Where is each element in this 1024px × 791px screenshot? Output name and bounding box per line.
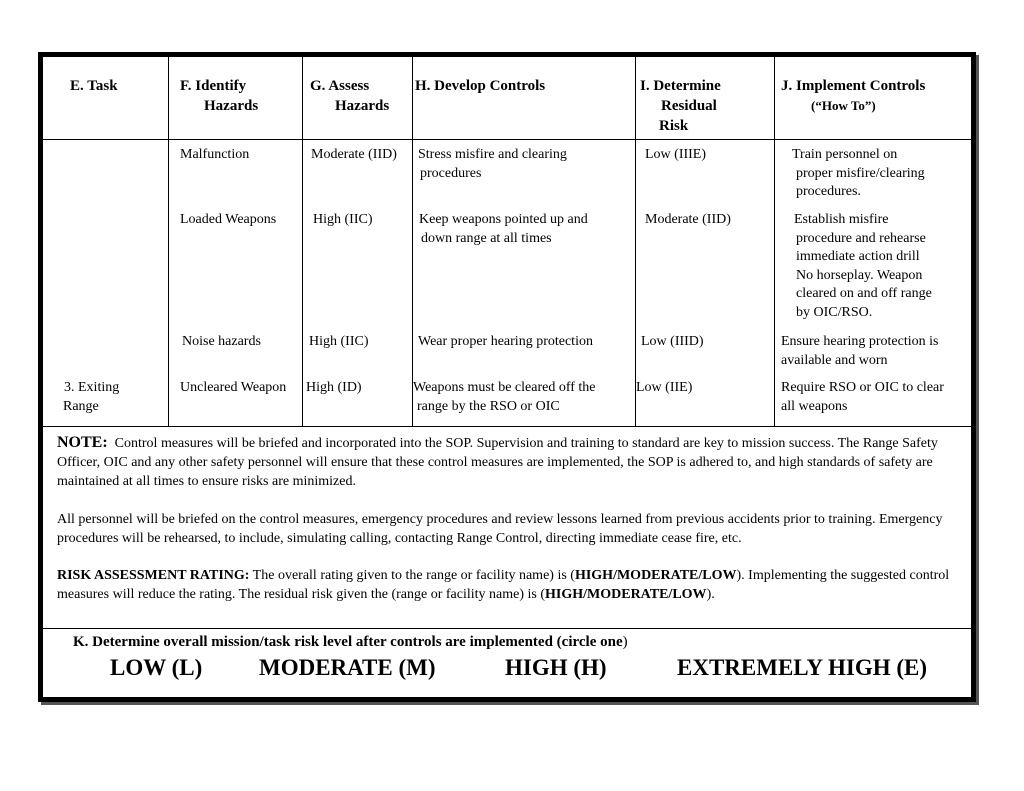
row4-hazard-line: Uncleared Weapon [180,380,287,395]
k-instruction-suffix: ) [622,634,628,650]
risk-level-low[interactable]: LOW (L) [110,655,203,680]
row1-controls-line1: Stress misfire and clearing [418,147,567,162]
column-divider-h-i [635,57,636,427]
row1-implement-line1: Train personnel on [792,147,898,162]
header-implement-line2: (“How To”) [811,98,876,113]
rar-text-1: The overall rating given to the range or facility name) is ( [249,568,575,583]
row4-controls [413,379,596,416]
column-divider-f-g [302,57,303,427]
row3-residual-line: Low (IIID) [641,334,704,349]
row2-implement-line4: No horseplay. Weapon [796,267,923,283]
row2-implement-line1: Establish misfire [794,212,889,227]
row4-controls-line1: Weapons must be cleared off the [413,380,596,395]
header-residual-risk [640,76,721,136]
row1-implement [792,146,925,202]
k-instruction-text: K. Determine overall mission/task risk level after controls are implemented ( [73,634,562,650]
row2-implement-line6: by OIC/RSO. [796,304,873,320]
row2-controls-line2: down range at all times [421,230,552,246]
row4-assess-line: High (ID) [306,380,362,395]
row3-assess [309,333,369,352]
k-circle-one: circle one [561,634,623,650]
row3-assess-line: High (IIC) [309,334,369,349]
header-identify-line1: F. Identify [180,78,247,94]
row3-hazard-line: Noise hazards [182,334,261,349]
column-divider-i-j [774,57,775,427]
row2-hazard [180,211,276,230]
row3-controls [418,333,593,352]
row4-residual [636,379,692,398]
row2-implement-line2: procedure and rehearse [796,230,926,246]
row4-controls-line2: range by the RSO or OIC [417,398,560,414]
row1-residual [645,146,706,165]
header-assess-line1: G. Assess [310,78,370,94]
column-divider-e-f [168,57,169,427]
rar-text-2: ). Implementing the suggested control measures will reduce the rating. The residual risk given the (range or facility name) is ( [57,568,950,603]
row1-assess [311,146,397,165]
header-task [70,76,118,96]
row2-implement [794,211,932,323]
row3-implement [781,333,938,370]
row4-task-line2: Range [63,398,99,414]
row2-implement-line5: cleared on and off range [796,286,932,302]
table-bottom-divider [43,426,971,427]
header-task-line: E. Task [70,78,118,94]
row3-controls-line: Wear proper hearing protection [418,334,593,349]
row4-task [63,379,119,416]
header-assess-line2: Hazards [335,98,390,114]
column-divider-g-h [412,57,413,427]
briefing-paragraph: All personnel will be briefed on the control measures, emergency procedures and review lessons learned from previous accidents prior to training. Emergency procedures will be rehearsed, to include, simulating calling, contacting Range Control, directing immediate cease fire, etc. [57,512,943,547]
row2-residual [645,211,731,230]
risk-level-high[interactable]: HIGH (H) [505,655,607,680]
row4-hazard [180,379,286,398]
row1-controls [418,146,567,183]
header-divider [43,139,971,140]
rar-label: RISK ASSESSMENT RATING: [57,568,250,583]
note-bottom-divider [43,628,971,629]
header-residual-line3: Risk [659,118,689,134]
row3-residual [641,333,704,352]
header-develop-controls [415,76,545,96]
row4-assess [306,379,362,398]
row4-residual-line: Low (IIE) [636,380,693,395]
row2-controls-line1: Keep weapons pointed up and [419,212,588,227]
header-identify-hazards [180,76,258,116]
row1-implement-line3: procedures. [796,184,861,200]
row3-implement-line2: available and worn [781,352,888,368]
row1-residual-line: Low (IIIE) [645,147,707,162]
risk-level-moderate[interactable]: MODERATE (M) [259,655,436,680]
header-assess-hazards [310,76,389,116]
row1-assess-line: Moderate (IID) [311,147,397,162]
note-paragraph [57,433,962,492]
row4-implement-line1: Require RSO or OIC to clear [781,380,944,395]
row4-implement-line2: all weapons [781,398,848,414]
header-develop-line: H. Develop Controls [415,78,546,94]
note-text: Control measures will be briefed and incorporated into the SOP. Supervision and training to standard are key to mission success. The Range Safety Officer, OIC and any other safety personnel will ensure that these control measures are implemented, the SOP is adhered to, and high standards of safety are maintained at all times to ensure risks are minimized. [57,436,938,490]
row2-residual-line: Moderate (IID) [645,212,731,227]
row2-assess-line: High (IIC) [313,212,373,227]
row2-assess [313,211,373,230]
risk-assessment-worksheet [38,52,976,702]
rar-rating-1: HIGH/MODERATE/LOW [574,568,737,583]
row1-controls-line2: procedures [420,165,482,181]
rar-text-3: ). [706,587,715,603]
header-residual-line1: I. Determine [640,78,721,94]
header-implement-line1: J. Implement Controls [781,78,926,94]
header-identify-line2: Hazards [204,98,259,114]
row4-implement [781,379,944,416]
row1-hazard [180,146,249,165]
note-label: NOTE: [57,434,108,451]
risk-level-extremely-high[interactable]: EXTREMELY HIGH (E) [677,655,928,680]
header-implement-controls [781,76,925,116]
mission-risk-instruction [73,634,628,651]
header-residual-line2: Residual [661,98,717,114]
row3-hazard [182,333,261,352]
rar-rating-2: HIGH/MODERATE/LOW [545,587,707,603]
row1-hazard-line: Malfunction [180,147,250,162]
row2-controls [419,211,588,248]
row4-task-line1: 3. Exiting [64,380,120,395]
row3-implement-line1: Ensure hearing protection is [781,334,939,349]
row2-implement-line3: immediate action drill [796,249,920,265]
row1-implement-line2: proper misfire/clearing [796,165,925,181]
row2-hazard-line: Loaded Weapons [180,212,277,227]
risk-assessment-rating-paragraph [57,566,962,604]
